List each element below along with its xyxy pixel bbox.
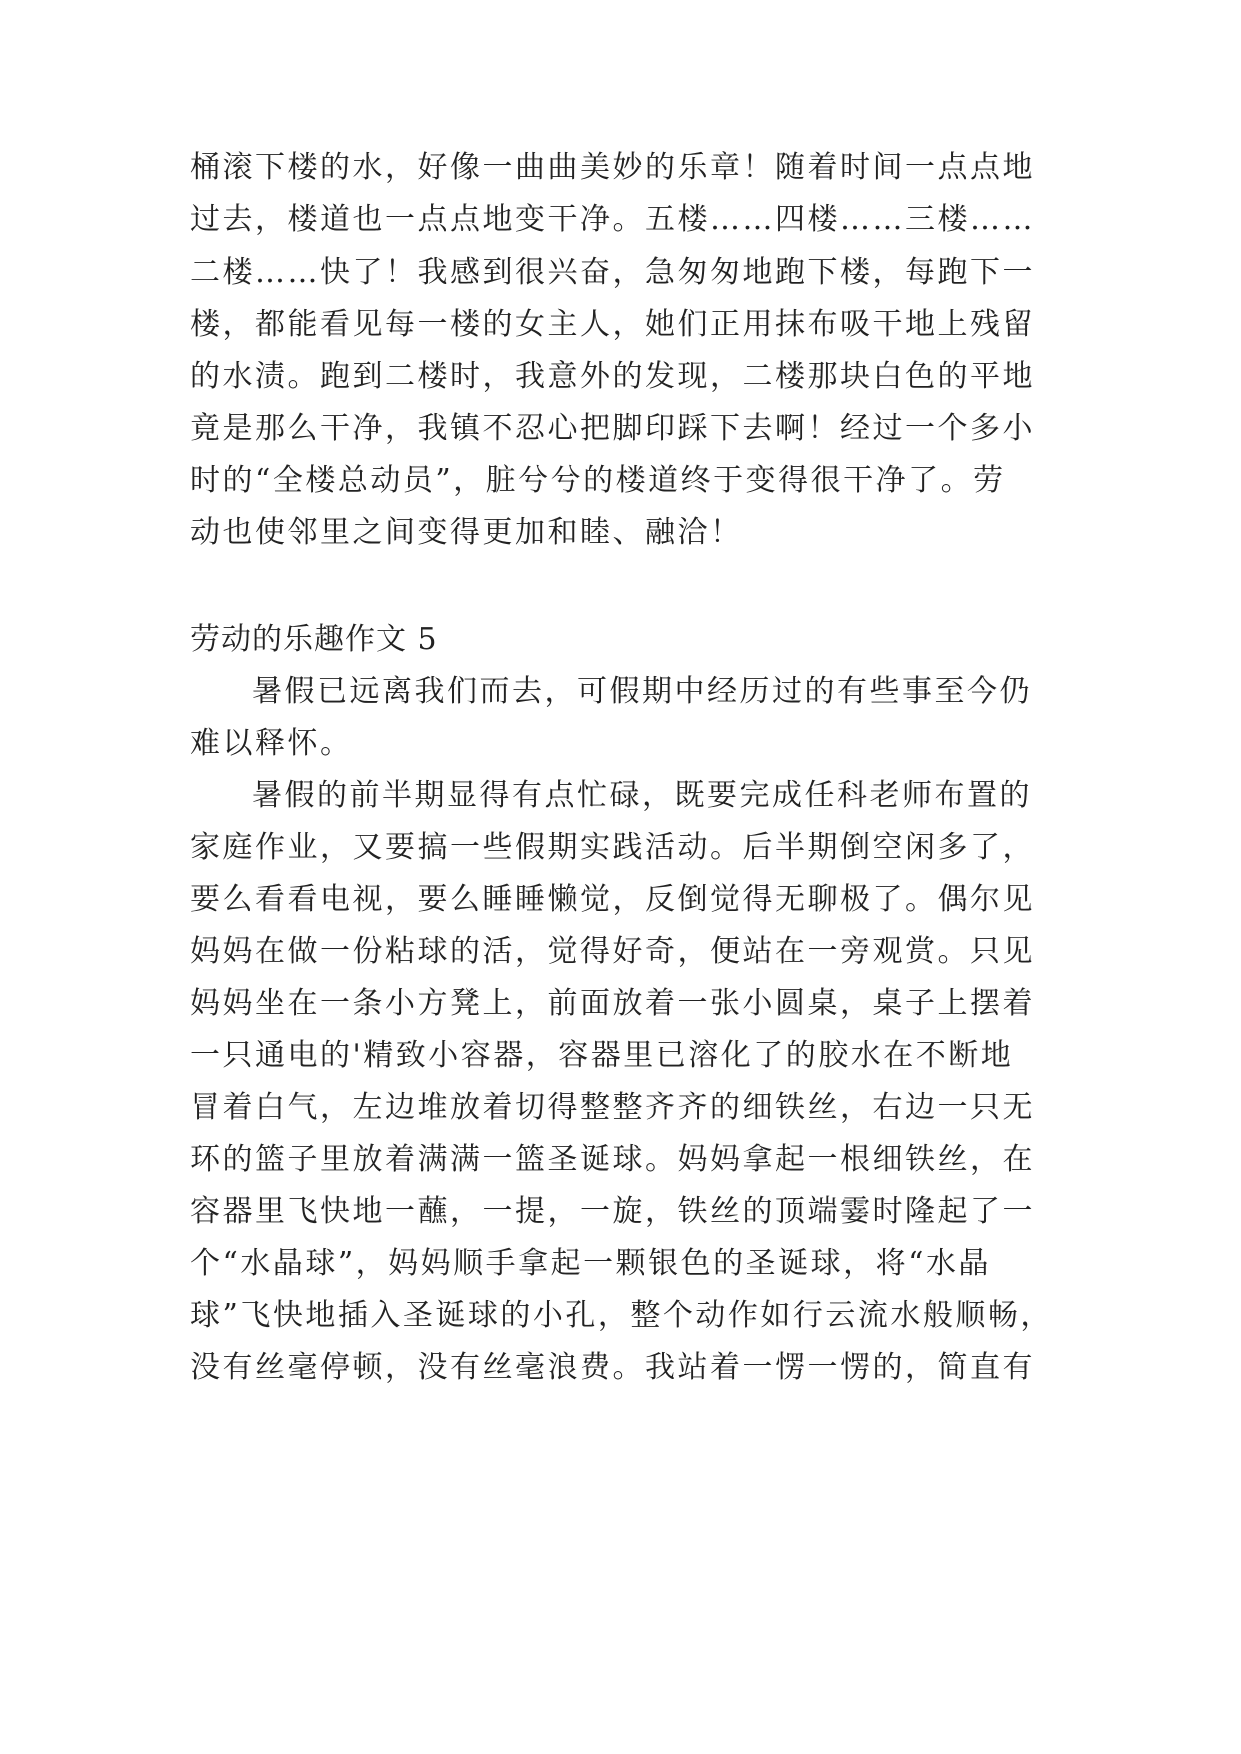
text-line: 时的“全楼总动员”，脏兮兮的楼道终于变得很干净了。劳 [190,463,1006,498]
text-line: 冒着白气，左边堆放着切得整整齐齐的细铁丝，右边一只无 [190,1090,1035,1125]
text-line: 一只通电的'精致小容器，容器里已溶化了的胶水在不断地 [190,1038,1014,1073]
text-line: 没有丝毫停顿，没有丝毫浪费。我站着一愣一愣的，简直有 [190,1350,1035,1385]
text-line: 桶滚下楼的水，好像一曲曲美妙的乐章！随着时间一点点地 [190,150,1035,185]
text-line: 个“水晶球”，妈妈顺手拿起一颗银色的圣诞球，将“水晶 [190,1246,992,1281]
text-line: 过去，楼道也一点点地变干净。五楼……四楼……三楼…… [190,202,1035,237]
text-line: 家庭作业，又要搞一些假期实践活动。后半期倒空闲多了， [190,830,1035,865]
text-line: 动也使邻里之间变得更加和睦、融洽！ [190,515,743,550]
text-line: 球”飞快地插入圣诞球的小孔，整个动作如行云流水般顺畅， [190,1298,1053,1333]
essay-title: 劳动的乐趣作文 5 [190,622,438,657]
text-line: 难以释怀。 [190,726,353,761]
paragraph-first-line: 暑假已远离我们而去，可假期中经历过的有些事至今仍 [252,674,1032,709]
text-line: 容器里飞快地一蘸，一提，一旋，铁丝的顶端霎时隆起了一 [190,1194,1035,1229]
text-line: 的水渍。跑到二楼时，我意外的发现，二楼那块白色的平地 [190,359,1035,394]
text-line: 楼，都能看见每一楼的女主人，她们正用抹布吸干地上残留 [190,307,1035,342]
text-line: 环的篮子里放着满满一篮圣诞球。妈妈拿起一根细铁丝，在 [190,1142,1035,1177]
text-line: 要么看看电视，要么睡睡懒觉，反倒觉得无聊极了。偶尔见 [190,882,1035,917]
text-line: 竟是那么干净，我镇不忍心把脚印踩下去啊！经过一个多小 [190,411,1035,446]
text-line: 妈妈坐在一条小方凳上，前面放着一张小圆桌，桌子上摆着 [190,986,1035,1021]
text-line: 二楼……快了！我感到很兴奋，急匆匆地跑下楼，每跑下一 [190,255,1035,290]
text-line: 妈妈在做一份粘球的活，觉得好奇，便站在一旁观赏。只见 [190,934,1035,969]
paragraph-first-line: 暑假的前半期显得有点忙碌，既要完成任科老师布置的 [252,778,1032,813]
